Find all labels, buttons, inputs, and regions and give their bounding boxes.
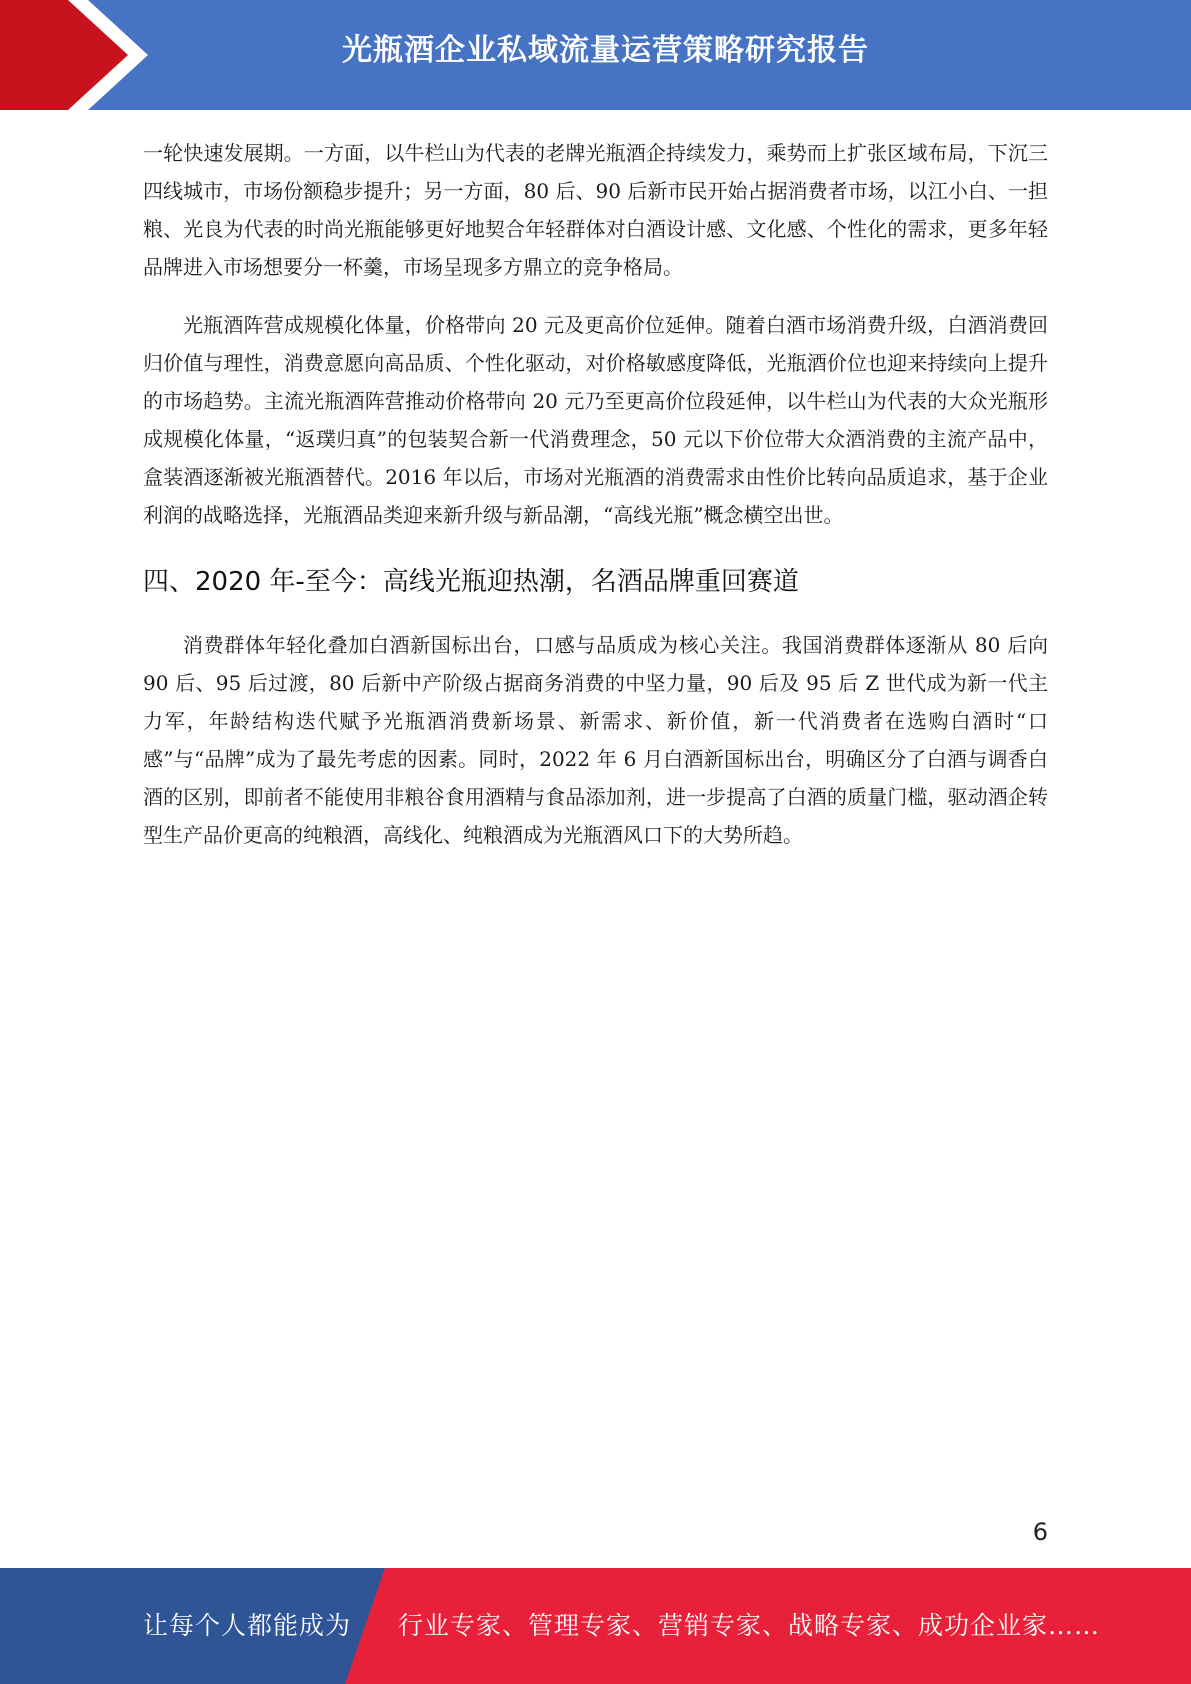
paragraph-price-band: 光瓶酒阵营成规模化体量，价格带向 20 元及更高价位延伸。随着白酒市场消费升级，白酒消费回归价值与理性，消费意愿向高品质、个性化驱动，对价格敏感度降低，光瓶酒价位也迎来持续向上提升的市场趋势。主流光瓶酒阵营推动价格带向 20 元乃至更高价位段延伸，以牛栏山为代表的大众光瓶形成规模化体量，“返璞归真”的包装契合新一代消费理念，50 元以下价位带大众酒消费的主流产品中，盒装酒逐渐被光瓶酒替代。2016 年以后，市场对光瓶酒的消费需求由性价比转向品质追求，基于企业利润的战略选择，光瓶酒品类迎来新升级与新品潮，“高线光瓶”概念横空出世。 [143, 313, 1048, 527]
page-header [0, 0, 1191, 110]
page-number: 6 [1032, 1518, 1048, 1546]
paragraph-continued: 一轮快速发展期。一方面，以牛栏山为代表的老牌光瓶酒企持续发力，乘势而上扩张区域布局，下沉三四线城市，市场份额稳步提升；另一方面，80 后、90 后新市民开始占据消费者市场，以江小白、一担粮、光良为代表的时尚光瓶能够更好地契合年轻群体对白酒设计感、文化感、个性化的需求，更多年轻品牌进入市场想要分一杯羹，市场呈现多方鼎立的竞争格局。 [143, 141, 1048, 279]
document-body [143, 134, 1048, 854]
footer-slogan-right: 行业专家、管理专家、营销专家、战略专家、成功企业家…… [398, 1611, 1101, 1640]
report-title: 光瓶酒企业私域流量运营策略研究报告 [342, 33, 869, 68]
section-heading: 四、2020 年-至今：高线光瓶迎热潮，名酒品牌重回赛道 [143, 567, 799, 597]
paragraph-consumer-trend: 消费群体年轻化叠加白酒新国标出台，口感与品质成为核心关注。我国消费群体逐渐从 80 后向 90 后、95 后过渡，80 后新中产阶级占据商务消费的中坚力量，90 后及 95 后 Z 世代成为新一代主力军，年龄结构迭代赋予光瓶酒消费新场景、新需求、新价值，新一代消费者在选购白酒时“口感”与“品牌”成为了最先考虑的因素。同时，2022 年 6 月白酒新国标出台，明确区分了白酒与调香白酒的区别，即前者不能使用非粮谷食用酒精与食品添加剂，进一步提高了白酒的质量门槛，驱动酒企转型生产品价更高的纯粮酒，高线化、纯粮酒成为光瓶酒风口下的大势所趋。 [143, 633, 1048, 847]
page-footer [0, 1568, 1191, 1684]
footer-slogan-left: 让每个人都能成为 [143, 1611, 352, 1640]
